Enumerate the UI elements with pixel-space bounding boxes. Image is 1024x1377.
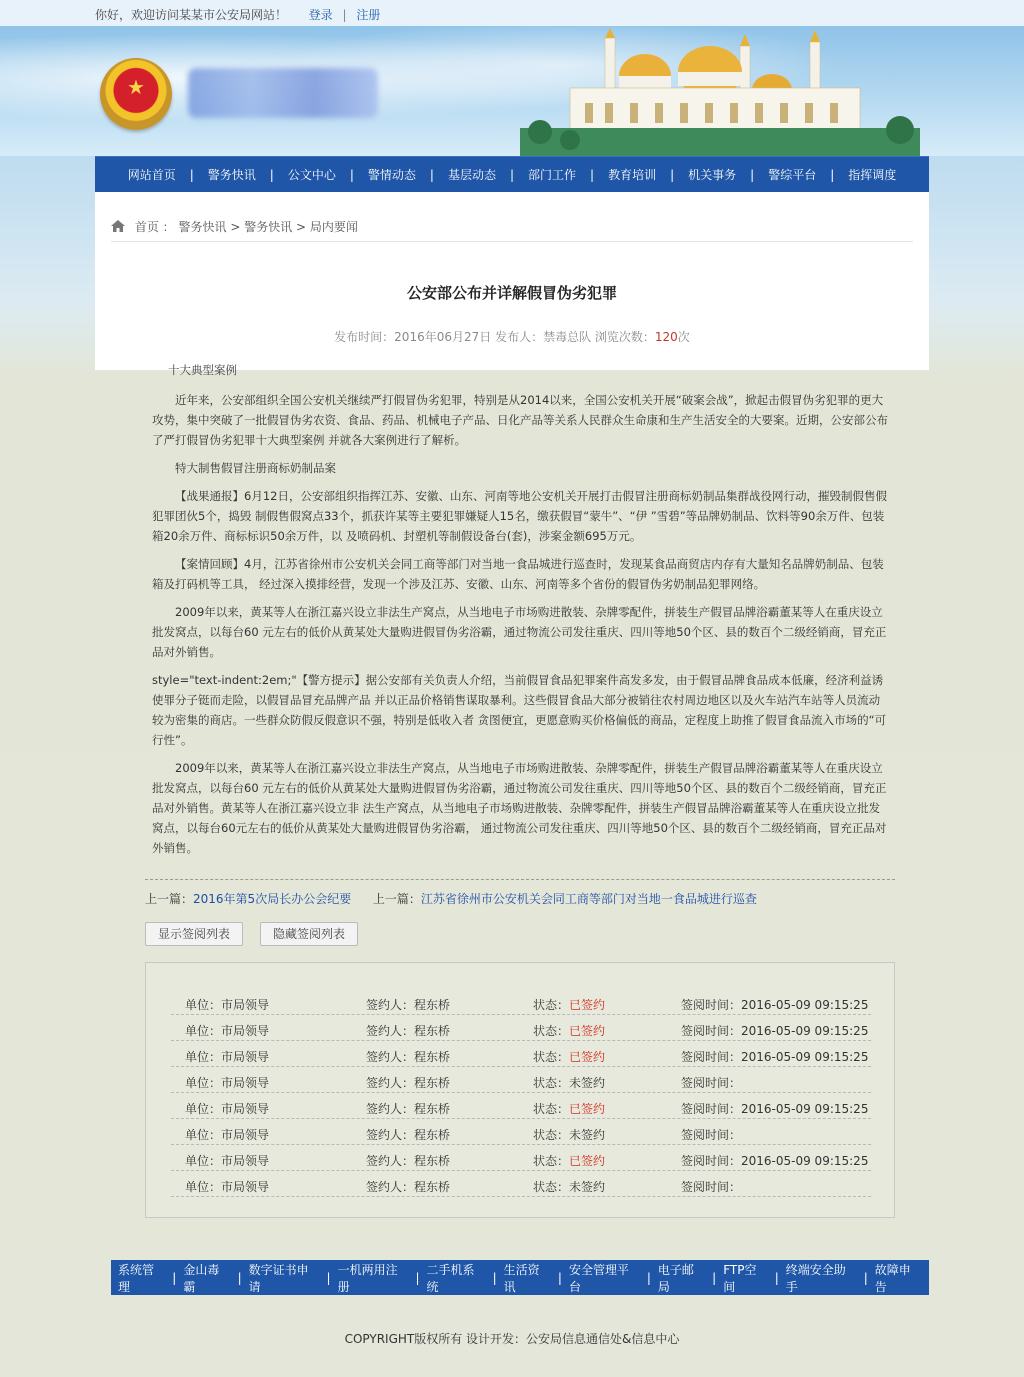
row-signer: 签约人：程东桥 — [366, 1076, 451, 1090]
table-row — [171, 1041, 871, 1067]
next-article-link[interactable]: 江苏省徐州市公安机关会同工商等部门对当地一食品城进行巡查 — [420, 892, 757, 906]
row-status: 状态：已签约 — [533, 1050, 606, 1064]
article-paragraph: 2009年以来，黄某等人在浙江嘉兴设立非法生产窝点，从当地电子市场购进散装、杂牌零配件，拼装生产假冒品牌浴霸董某等人在重庆设立批发窝点，以每台60 元左右的低价从黄某处大量购进假冒伪劣浴霸，通过物流公司发往重庆、四川等地50个区、县的数百个二级经销商，冒充正品对外销售。 — [152, 605, 887, 659]
footer-link-security[interactable]: 安全管理平台 — [568, 1262, 629, 1294]
breadcrumb — [111, 218, 358, 235]
nav-item-affairs[interactable]: 机关事务 — [688, 168, 737, 182]
prev-label: 上一篇： — [145, 892, 194, 906]
row-status: 状态：已签约 — [533, 1154, 606, 1168]
article-header-panel — [95, 192, 929, 370]
article-body — [152, 362, 890, 866]
footer-link-register[interactable]: 一机两用注册 — [337, 1262, 398, 1294]
row-time: 签阅时间： — [681, 1076, 742, 1090]
row-unit: 单位：市局领导 — [185, 1024, 270, 1038]
row-time: 签阅时间： — [681, 1128, 742, 1142]
article-paragraph: style="text-indent:2em;"【警方提示】据公安部有关负责人介绍，当前假冒食品犯罪案件高发多发，由于假冒品牌食品成本低廉，经济利益诱使罪分子铤而走险，以假冒品冒充品牌产品 并以正品价格销售谋取暴利。这些假冒食品大部分被销往农村周边地区以及火车站汽车站等人员流动较为密集的商店。一些群众防假反假意识不强，特别是低收入者 贪图便宜，更愿意购买价格偏低的商品，定程度上助推了假冒食品流入市场的“可行性”。 — [152, 673, 887, 747]
footer-link-certificate[interactable]: 数字证书申请 — [248, 1262, 309, 1294]
main-nav: 网站首页 | 警务快讯 | 公文中心 | 警情动态 | 基层动态 | 部门工作 | 教育培训 | 机关事务 | 警综平台 | 指挥调度 — [95, 156, 929, 192]
row-status: 状态：未签约 — [533, 1076, 606, 1090]
prev-article-link[interactable]: 2016年第5次局长办公会纪要 — [193, 892, 352, 906]
article-meta-text: 发布时间：2016年06月27日 发布人：禁毒总队 浏览次数： — [334, 330, 655, 344]
nav-item-grassroots[interactable]: 基层动态 — [447, 168, 496, 182]
topbar-separator: | — [342, 8, 347, 22]
row-time: 签阅时间：2016-05-09 09:15:25 — [681, 1024, 869, 1038]
breadcrumb-path: 警务快讯 > 警务快讯 > 局内要闻 — [178, 220, 358, 234]
row-unit: 单位：市局领导 — [185, 1180, 270, 1194]
view-count-suffix: 次 — [677, 330, 690, 344]
row-signer: 签约人：程东桥 — [366, 1024, 451, 1038]
footer-link-fault[interactable]: 故障申告 — [874, 1262, 911, 1294]
nav-item-documents[interactable]: 公文中心 — [287, 168, 336, 182]
table-row — [171, 1067, 871, 1093]
footer-link-antivirus[interactable]: 金山毒霸 — [183, 1262, 220, 1294]
show-sign-list-button[interactable]: 显示签阅列表 — [145, 922, 243, 946]
nav-item-police-news[interactable]: 警务快讯 — [207, 168, 256, 182]
row-status: 状态：已签约 — [533, 998, 606, 1012]
article-paragraph: 2009年以来，黄某等人在浙江嘉兴设立非法生产窝点，从当地电子市场购进散装、杂牌零配件，拼装生产假冒品牌浴霸董某等人在重庆设立批发窝点，以每台60 元左右的低价从黄某处大量购进假冒伪劣浴霸，通过物流公司发往重庆、四川等地50个区、县的数百个二级经销商，冒充正品对外销售。黄某等人在浙江嘉兴设立非 法生产窝点，从当地电子市场购进散装、杂牌零配件，拼装生产假冒品牌浴霸董某等人在重庆设立批发窝点，以每台60元左右的低价从黄某处大量购进假冒伪劣浴霸， 通过物流公司发往重庆、四川等地50个区、县的数百个二级经销商，冒充正品对外销售。 — [152, 761, 887, 855]
table-row — [171, 1171, 871, 1197]
row-time: 签阅时间：2016-05-09 09:15:25 — [681, 1154, 869, 1168]
row-signer: 签约人：程东桥 — [366, 1154, 451, 1168]
hide-sign-list-button[interactable]: 隐藏签阅列表 — [260, 922, 358, 946]
table-row — [171, 1145, 871, 1171]
breadcrumb-divider — [111, 241, 913, 242]
view-count: 120 — [654, 330, 678, 344]
table-row — [171, 1119, 871, 1145]
row-status: 状态：已签约 — [533, 1102, 606, 1116]
nav-item-departments[interactable]: 部门工作 — [528, 168, 577, 182]
article-paragraph: 【案情回顾】4月，江苏省徐州市公安机关会同工商等部门对当地一食品城进行巡查时，发现某食品商贸店内存有大量知名品牌奶制品、包装箱及打码机等工具， 经过深入摸排经营，发现一个涉及江苏、安徽、山东、河南等多个省份的假冒伪劣奶制品犯罪网络。 — [152, 557, 884, 591]
table-row — [171, 1093, 871, 1119]
palace-illustration — [510, 28, 930, 156]
copyright-text: COPYRIGHT版权所有 设计开发：公安局信息通信处&信息中心 — [344, 1332, 680, 1346]
row-signer: 签约人：程东桥 — [366, 1050, 451, 1064]
login-link[interactable]: 登录 — [308, 8, 333, 22]
row-signer: 签约人：程东桥 — [366, 1128, 451, 1142]
table-row — [171, 989, 871, 1015]
row-time: 签阅时间：2016-05-09 09:15:25 — [681, 1102, 869, 1116]
article-title: 公安部公布并详解假冒伪劣犯罪 — [406, 284, 617, 302]
register-link[interactable]: 注册 — [356, 8, 381, 22]
prevnext-divider — [145, 879, 895, 880]
prev-next-nav — [145, 890, 757, 907]
footer-links: 系统管理 | 金山毒霸 | 数字证书申请 | 一机两用注册 | 二手机系统 | 生活资讯 | 安全管理平台 | 电子邮局 | FTP空间 | 终端安全助手 | 故障申告 — [111, 1260, 929, 1295]
sign-list-table — [145, 962, 895, 1218]
article-case-title: 十大典型案例 — [168, 363, 237, 377]
row-signer: 签约人：程东桥 — [366, 1102, 451, 1116]
row-unit: 单位：市局领导 — [185, 1128, 270, 1142]
article-paragraph: 近年来，公安部组织全国公安机关继续严打假冒伪劣犯罪，特别是从2014以来，全国公安机关开展“破案会战”，掀起击假冒伪劣犯罪的更大攻势，集中突破了一批假冒伪劣农资、食品、药品、机械电子产品、日化产品等关系人民群众生命康和生产生活安全的大要案。近期，公安部公布了严打假冒伪劣犯罪十大典型案例 并就各大案例进行了解析。 — [152, 393, 888, 447]
row-unit: 单位：市局领导 — [185, 998, 270, 1012]
next-label: 上一篇： — [372, 892, 421, 906]
row-signer: 签约人：程东桥 — [366, 998, 451, 1012]
footer-link-life[interactable]: 生活资讯 — [503, 1262, 540, 1294]
footer-link-system[interactable]: 系统管理 — [118, 1262, 155, 1294]
nav-item-home[interactable]: 网站首页 — [127, 168, 176, 182]
nav-item-training[interactable]: 教育培训 — [608, 168, 657, 182]
article-meta — [95, 328, 929, 345]
row-status: 状态：已签约 — [533, 1024, 606, 1038]
row-time: 签阅时间：2016-05-09 09:15:25 — [681, 1050, 869, 1064]
site-header-banner — [0, 26, 1024, 156]
site-logo — [188, 68, 378, 118]
row-unit: 单位：市局领导 — [185, 1050, 270, 1064]
row-signer: 签约人：程东桥 — [366, 1180, 451, 1194]
breadcrumb-home-link[interactable]: 首页 — [134, 220, 159, 234]
row-status: 状态：未签约 — [533, 1180, 606, 1194]
row-time: 签阅时间：2016-05-09 09:15:25 — [681, 998, 869, 1012]
welcome-text: 你好，欢迎访问某某市公安局网站！ — [95, 8, 288, 22]
row-status: 状态：未签约 — [533, 1128, 606, 1142]
footer-link-secondhand[interactable]: 二手机系统 — [426, 1262, 475, 1294]
top-welcome-bar — [0, 0, 1024, 26]
footer-link-terminal[interactable]: 终端安全助手 — [785, 1262, 846, 1294]
row-unit: 单位：市局领导 — [185, 1154, 270, 1168]
nav-item-alerts[interactable]: 警情动态 — [367, 168, 416, 182]
row-unit: 单位：市局领导 — [185, 1076, 270, 1090]
article-paragraph: 特大制售假冒注册商标奶制品案 — [175, 461, 336, 475]
footer-link-ftp[interactable]: FTP空间 — [723, 1262, 757, 1294]
table-row — [171, 1015, 871, 1041]
police-emblem-icon: ★ — [100, 58, 172, 130]
home-icon — [111, 220, 125, 232]
footer-link-email[interactable]: 电子邮局 — [657, 1262, 694, 1294]
row-time: 签阅时间： — [681, 1180, 742, 1194]
row-unit: 单位：市局领导 — [185, 1102, 270, 1116]
nav-item-platform[interactable]: 警综平台 — [768, 168, 817, 182]
nav-item-command[interactable]: 指挥调度 — [848, 168, 897, 182]
article-paragraph: 【战果通报】6月12日，公安部组织指挥江苏、安徽、山东、河南等地公安机关开展打击假冒注册商标奶制品集群战役网行动，摧毁制假售假犯罪团伙5个，捣毁 制假售假窝点33个，抓获许某等主要犯罪嫌疑人15名，缴获假冒“蒙牛”、“伊 ”雪碧”等品牌奶制品、饮料等90余万件、包装箱20余万件、商标标识50余万件，以 及喷码机、封塑机等制假设备台(套)，涉案金额695万元。 — [152, 489, 887, 543]
breadcrumb-separator: ： — [162, 220, 175, 234]
